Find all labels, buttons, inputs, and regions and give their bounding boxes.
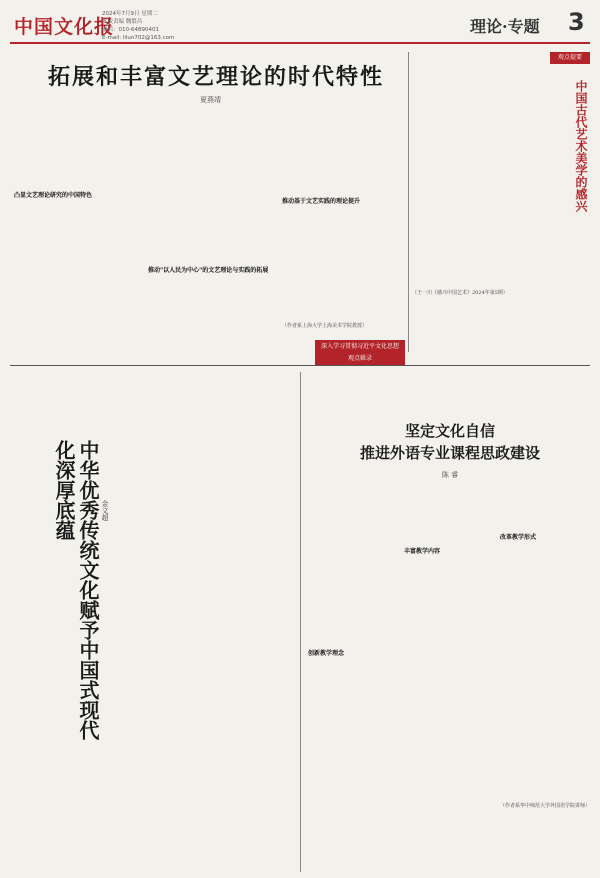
sidebar-text <box>412 90 562 340</box>
section-divider <box>10 365 590 366</box>
article1-byline: 夏燕靖 <box>200 96 221 104</box>
date-line: 2024年7月9日 星期二 <box>102 11 158 17</box>
article3-headline <box>300 420 600 464</box>
article2-author: 金文超 <box>101 500 109 521</box>
banner-line-1: 深入学习贯彻习近平文化思想 <box>320 343 399 350</box>
article2-column-1 <box>14 760 120 872</box>
article2-column-3 <box>216 372 301 852</box>
article3-author-note: （作者系华中师范大学外国语学院讲师） <box>500 803 591 810</box>
page-number: 3 <box>568 8 585 36</box>
phone-line: 电话：010-64890401 <box>102 27 159 33</box>
article3-subhead-3: 改革教学形式 <box>500 534 537 541</box>
masthead <box>0 0 600 44</box>
masthead-rule <box>10 42 590 44</box>
article1-subhead-2: 推动"以人民为中心"的文艺理论与实践的拓展 <box>148 267 269 274</box>
article3-column-2 <box>404 490 496 870</box>
article3-author: 陈 睿 <box>441 471 459 479</box>
editor-line: 本版责编 魏繁昌 <box>102 19 143 25</box>
article3-subhead-1: 丰富教学内容 <box>404 548 441 555</box>
masthead-info <box>102 10 174 42</box>
article3-subhead-2: 创新教学理念 <box>308 650 345 657</box>
sidebar-title: 中国古代艺术美学的感兴 <box>574 80 588 212</box>
email-line: E-mail: lilun702@163.com <box>102 35 175 41</box>
viewpoint-tag: 观点提要 <box>550 52 590 64</box>
sidebar-source: （王一川《感兴中国艺术》2024年第5期） <box>412 290 508 296</box>
article1-column-2 <box>148 112 276 362</box>
article1-subhead-1: 凸显文艺理论研究的中国特色 <box>14 192 93 199</box>
newspaper-logo: 中国文化报 <box>14 16 115 38</box>
article1-author-note: （作者系上海大学上海美术学院教授） <box>282 323 368 330</box>
article1-column-1 <box>14 112 142 362</box>
article3-headline-line-2: 推进外语专业课程思政建设 <box>359 444 540 462</box>
article1-subhead-3: 推动基于文艺实践的理论提升 <box>282 198 361 205</box>
banner-line-2: 观点辑录 <box>347 355 372 362</box>
sidebar-rule <box>408 52 409 352</box>
study-banner <box>315 340 405 366</box>
article2-headline: 中华优秀传统文化赋予中国式现代化深厚底蕴 <box>52 440 100 740</box>
article3-column-1 <box>308 490 400 870</box>
article1-headline: 拓展和丰富文艺理论的时代特性 <box>48 64 385 90</box>
article3-column-3 <box>500 490 592 870</box>
article1-column-3 <box>282 112 404 337</box>
article3-headline-line-1: 坚定文化自信 <box>404 422 495 440</box>
section-title: 理论·专题 <box>470 17 540 36</box>
article2-column-2 <box>125 372 210 872</box>
